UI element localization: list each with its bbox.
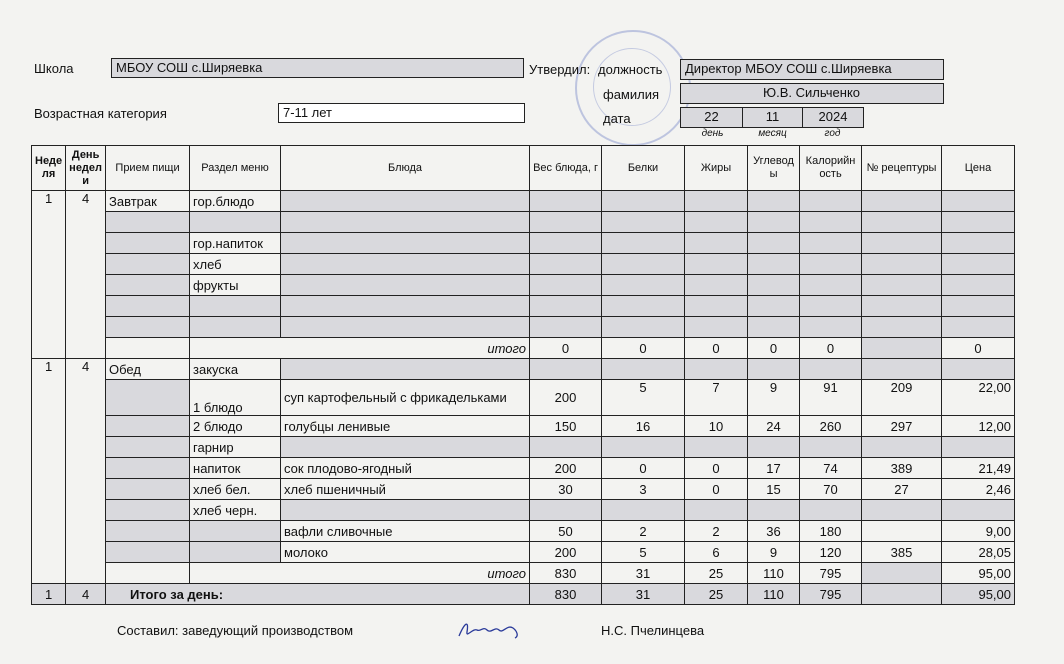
table-row: [32, 500, 1015, 521]
fat-cell: 7: [685, 380, 748, 416]
carbs-cell: 17: [748, 458, 800, 479]
table-row: [32, 521, 1015, 542]
price-cell: 28,05: [942, 542, 1015, 563]
recipe-cell: 385: [862, 542, 942, 563]
dish-cell: сок плодово-ягодный: [281, 458, 530, 479]
col-meal: Прием пищи: [106, 146, 190, 191]
total-kcal: 0: [800, 338, 862, 359]
table-row: [32, 359, 1015, 380]
total-weight: 830: [530, 563, 602, 584]
day-total-label: Итого за день:: [106, 584, 530, 605]
section-cell: напиток: [190, 458, 281, 479]
age-category-value[interactable]: 7-11 лет: [278, 103, 525, 123]
price-cell: 21,49: [942, 458, 1015, 479]
total-price: 0: [942, 338, 1015, 359]
total-fat: 25: [685, 563, 748, 584]
protein-cell: 2: [602, 521, 685, 542]
col-price: Цена: [942, 146, 1015, 191]
signature-icon: [455, 618, 525, 640]
weight-cell: 200: [530, 458, 602, 479]
recipe-cell: [862, 521, 942, 542]
compiled-by-label: Составил: заведующий производством: [117, 623, 354, 638]
price-cell: 12,00: [942, 416, 1015, 437]
section-cell: гарнир: [190, 437, 281, 458]
lunch-total-label: итого: [190, 563, 530, 584]
section-cell: [190, 521, 281, 542]
total-carbs: 110: [748, 584, 800, 605]
total-price: 95,00: [942, 584, 1015, 605]
fat-cell: 6: [685, 542, 748, 563]
day-total-day: 4: [66, 584, 106, 605]
kcal-cell: 120: [800, 542, 862, 563]
section-cell: [190, 296, 281, 317]
total-recipe: [862, 584, 942, 605]
table-row: [32, 437, 1015, 458]
lunch-meal: Обед: [106, 359, 190, 380]
table-row: [32, 212, 1015, 233]
section-cell: 1 блюдо: [190, 380, 281, 416]
breakfast-meal: Завтрак: [106, 191, 190, 212]
position-label: должность: [598, 62, 663, 77]
protein-cell: 5: [602, 542, 685, 563]
section-cell: [190, 542, 281, 563]
month-caption: месяц: [758, 128, 787, 139]
col-kcal: Калорийн ость: [800, 146, 862, 191]
weight-cell: 200: [530, 380, 602, 416]
day-total-row: [32, 584, 1015, 605]
section-cell: закуска: [190, 359, 281, 380]
age-category-label: Возрастная категория: [34, 106, 167, 121]
dish-cell: суп картофельный с фрикадельками: [281, 380, 530, 416]
fat-cell: 0: [685, 479, 748, 500]
total-price: 95,00: [942, 563, 1015, 584]
lunch-week: 1: [32, 359, 66, 584]
approved-label: Утвердил:: [529, 62, 591, 77]
breakfast-week: 1: [32, 191, 66, 359]
table-row: [32, 275, 1015, 296]
breakfast-total-label: итого: [190, 338, 530, 359]
section-cell: фрукты: [190, 275, 281, 296]
section-cell: [190, 212, 281, 233]
day-caption: день: [701, 128, 724, 139]
table-header-row: [32, 146, 1015, 191]
surname-value[interactable]: Ю.В. Сильченко: [680, 83, 944, 104]
total-protein: 31: [602, 563, 685, 584]
kcal-cell: 180: [800, 521, 862, 542]
total-protein: 0: [602, 338, 685, 359]
total-kcal: 795: [800, 584, 862, 605]
table-row: [32, 416, 1015, 437]
protein-cell: 16: [602, 416, 685, 437]
date-month[interactable]: 11: [742, 107, 803, 128]
protein-cell: 0: [602, 458, 685, 479]
section-cell: [190, 317, 281, 338]
protein-cell: 5: [602, 380, 685, 416]
lunch-day: 4: [66, 359, 106, 584]
total-fat: 25: [685, 584, 748, 605]
day-total-week: 1: [32, 584, 66, 605]
year-caption: год: [824, 128, 841, 139]
weight-cell: 30: [530, 479, 602, 500]
col-dish: Блюда: [281, 146, 530, 191]
total-kcal: 795: [800, 563, 862, 584]
carbs-cell: 36: [748, 521, 800, 542]
total-recipe: [862, 563, 942, 584]
school-value[interactable]: МБОУ СОШ с.Ширяевка: [111, 58, 524, 78]
lunch-total-row: [32, 563, 1015, 584]
total-weight: 0: [530, 338, 602, 359]
fat-cell: 2: [685, 521, 748, 542]
surname-label: фамилия: [603, 87, 660, 102]
kcal-cell: 91: [800, 380, 862, 416]
fat-cell: 0: [685, 458, 748, 479]
col-carbs: Углевод ы: [748, 146, 800, 191]
carbs-cell: 15: [748, 479, 800, 500]
section-cell: хлеб бел.: [190, 479, 281, 500]
col-recipe: № рецептуры: [862, 146, 942, 191]
table-row: [32, 254, 1015, 275]
school-label: Школа: [34, 61, 74, 76]
carbs-cell: 24: [748, 416, 800, 437]
fat-cell: 10: [685, 416, 748, 437]
table-row: [32, 233, 1015, 254]
compiled-by-name: Н.С. Пчелинцева: [601, 623, 705, 638]
table-row: [32, 380, 1015, 416]
section-cell: гор.напиток: [190, 233, 281, 254]
recipe-cell: 209: [862, 380, 942, 416]
menu-table: [31, 145, 1015, 605]
recipe-cell: 27: [862, 479, 942, 500]
table-row: [32, 296, 1015, 317]
carbs-cell: 9: [748, 380, 800, 416]
recipe-cell: 389: [862, 458, 942, 479]
carbs-cell: 9: [748, 542, 800, 563]
kcal-cell: 260: [800, 416, 862, 437]
date-year[interactable]: 2024: [802, 107, 864, 128]
dish-cell: вафли сливочные: [281, 521, 530, 542]
kcal-cell: 70: [800, 479, 862, 500]
recipe-cell: 297: [862, 416, 942, 437]
total-protein: 31: [602, 584, 685, 605]
dish-cell: молоко: [281, 542, 530, 563]
date-day[interactable]: 22: [680, 107, 743, 128]
price-cell: 9,00: [942, 521, 1015, 542]
protein-cell: 3: [602, 479, 685, 500]
col-protein: Белки: [602, 146, 685, 191]
section-cell: гор.блюдо: [190, 191, 281, 212]
total-fat: 0: [685, 338, 748, 359]
col-fat: Жиры: [685, 146, 748, 191]
section-cell: хлеб черн.: [190, 500, 281, 521]
section-cell: хлеб: [190, 254, 281, 275]
dish-cell: голубцы ленивые: [281, 416, 530, 437]
table-row: [32, 479, 1015, 500]
price-cell: 22,00: [942, 380, 1015, 416]
breakfast-total-row: [32, 338, 1015, 359]
total-carbs: 0: [748, 338, 800, 359]
dish-cell: хлеб пшеничный: [281, 479, 530, 500]
weight-cell: 200: [530, 542, 602, 563]
col-section: Раздел меню: [190, 146, 281, 191]
col-week: Неде ля: [32, 146, 66, 191]
table-row: [32, 317, 1015, 338]
table-row: [32, 191, 1015, 212]
table-row: [32, 542, 1015, 563]
position-value[interactable]: Директор МБОУ СОШ с.Ширяевка: [680, 59, 944, 80]
price-cell: 2,46: [942, 479, 1015, 500]
breakfast-day: 4: [66, 191, 106, 359]
kcal-cell: 74: [800, 458, 862, 479]
date-label: дата: [603, 111, 631, 126]
section-cell: 2 блюдо: [190, 416, 281, 437]
total-carbs: 110: [748, 563, 800, 584]
total-recipe: [862, 338, 942, 359]
weight-cell: 50: [530, 521, 602, 542]
weight-cell: 150: [530, 416, 602, 437]
col-weight: Вес блюда, г: [530, 146, 602, 191]
table-row: [32, 458, 1015, 479]
col-day: День недел и: [66, 146, 106, 191]
total-weight: 830: [530, 584, 602, 605]
